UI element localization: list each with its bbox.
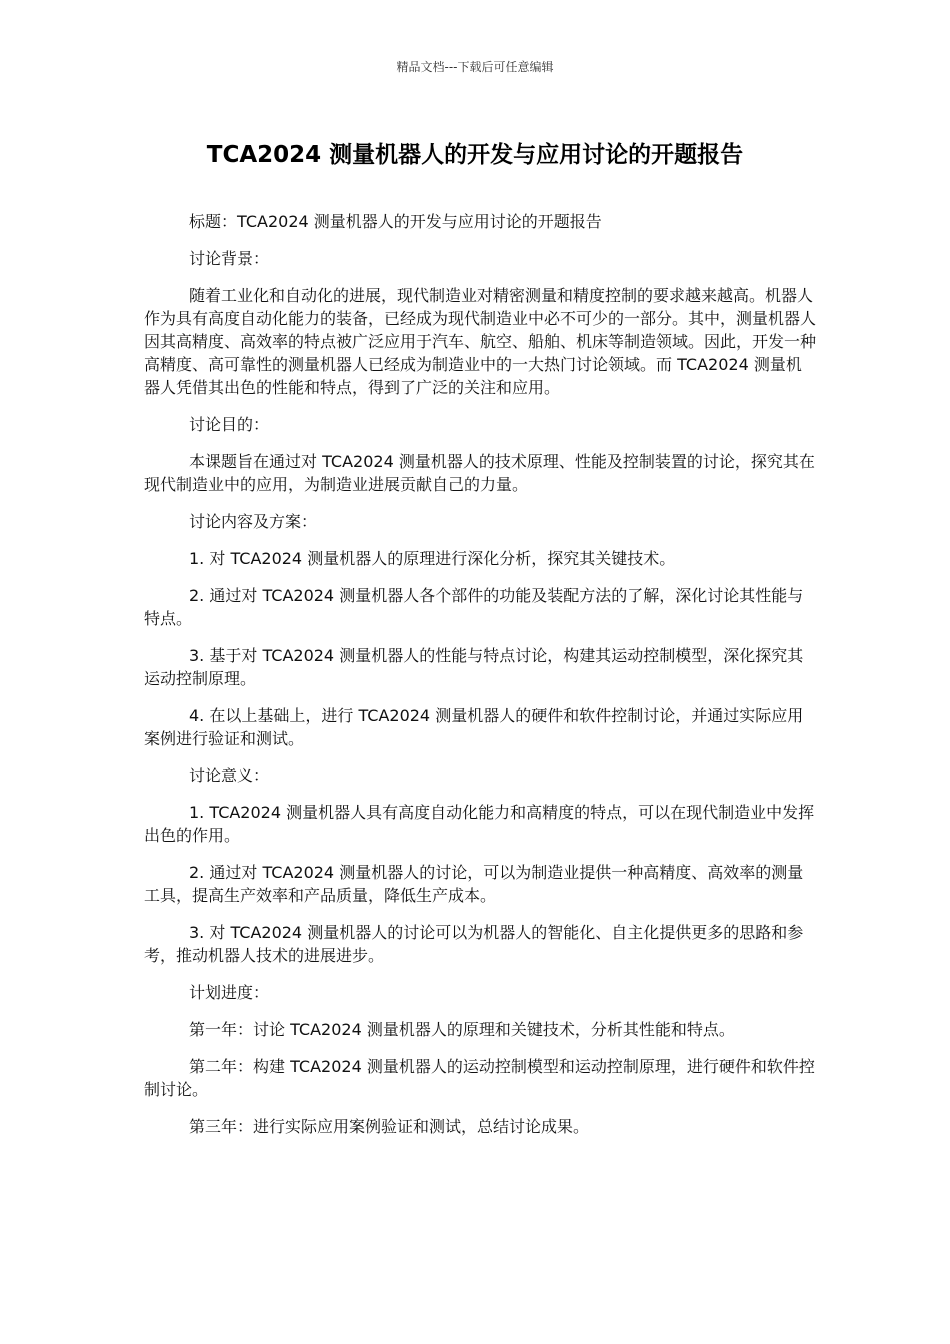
list-item-significance-1: 1. TCA2024 测量机器人具有高度自动化能力和高精度的特点，可以在现代制造业中发挥出色的作用。 (144, 803, 815, 845)
section-heading-content: 讨论内容及方案： (189, 512, 318, 531)
paragraph-title-line: 标题：TCA2024 测量机器人的开发与应用讨论的开题报告 (189, 212, 602, 231)
schedule-year-2: 第二年：构建 TCA2024 测量机器人的运动控制模型和运动控制原理，进行硬件和软件控制讨论。 (144, 1057, 815, 1099)
list-item-content-2: 2. 通过对 TCA2024 测量机器人各个部件的功能及装配方法的了解，深化讨论其性能与特点。 (144, 586, 804, 628)
list-item-significance-2: 2. 通过对 TCA2024 测量机器人的讨论，可以为制造业提供一种高精度、高效率的测量工具，提高生产效率和产品质量，降低生产成本。 (144, 863, 804, 905)
section-heading-significance: 讨论意义： (189, 766, 270, 785)
document-body (144, 210, 816, 1152)
paragraph-background: 随着工业化和自动化的进展，现代制造业对精密测量和精度控制的要求越来越高。机器人作为具有高度自动化能力的装备，已经成为现代制造业中必不可少的一部分。其中，测量机器人因其高精度、高效率的特点被广泛应用于汽车、航空、船舶、机床等制造领域。因此，开发一种高精度、高可靠性的测量机器人已经成为制造业中的一大热门讨论领域。而 TCA2024 测量机器人凭借其出色的性能和特点，得到了广泛的关注和应用。 (144, 286, 817, 397)
section-heading-purpose: 讨论目的： (189, 415, 270, 434)
list-item-content-1: 1. 对 TCA2024 测量机器人的原理进行深化分析，探究其关键技术。 (189, 549, 676, 568)
section-heading-schedule: 计划进度： (189, 983, 270, 1002)
list-item-content-3: 3. 基于对 TCA2024 测量机器人的性能与特点讨论，构建其运动控制模型，深化探究其运动控制原理。 (144, 646, 804, 688)
list-item-significance-3: 3. 对 TCA2024 测量机器人的讨论可以为机器人的智能化、自主化提供更多的思路和参考，推动机器人技术的进展进步。 (144, 923, 804, 965)
header-note: 精品文档---下载后可任意编辑 (396, 60, 554, 74)
list-item-content-4: 4. 在以上基础上，进行 TCA2024 测量机器人的硬件和软件控制讨论，并通过实际应用案例进行验证和测试。 (144, 706, 804, 748)
paragraph-purpose: 本课题旨在通过对 TCA2024 测量机器人的技术原理、性能及控制装置的讨论，探究其在现代制造业中的应用，为制造业进展贡献自己的力量。 (144, 452, 815, 494)
schedule-year-3: 第三年：进行实际应用案例验证和测试，总结讨论成果。 (189, 1117, 590, 1136)
schedule-year-1: 第一年：讨论 TCA2024 测量机器人的原理和关键技术，分析其性能和特点。 (189, 1020, 735, 1039)
section-heading-background: 讨论背景： (189, 249, 270, 268)
document-title: TCA2024 测量机器人的开发与应用讨论的开题报告 (206, 142, 744, 168)
